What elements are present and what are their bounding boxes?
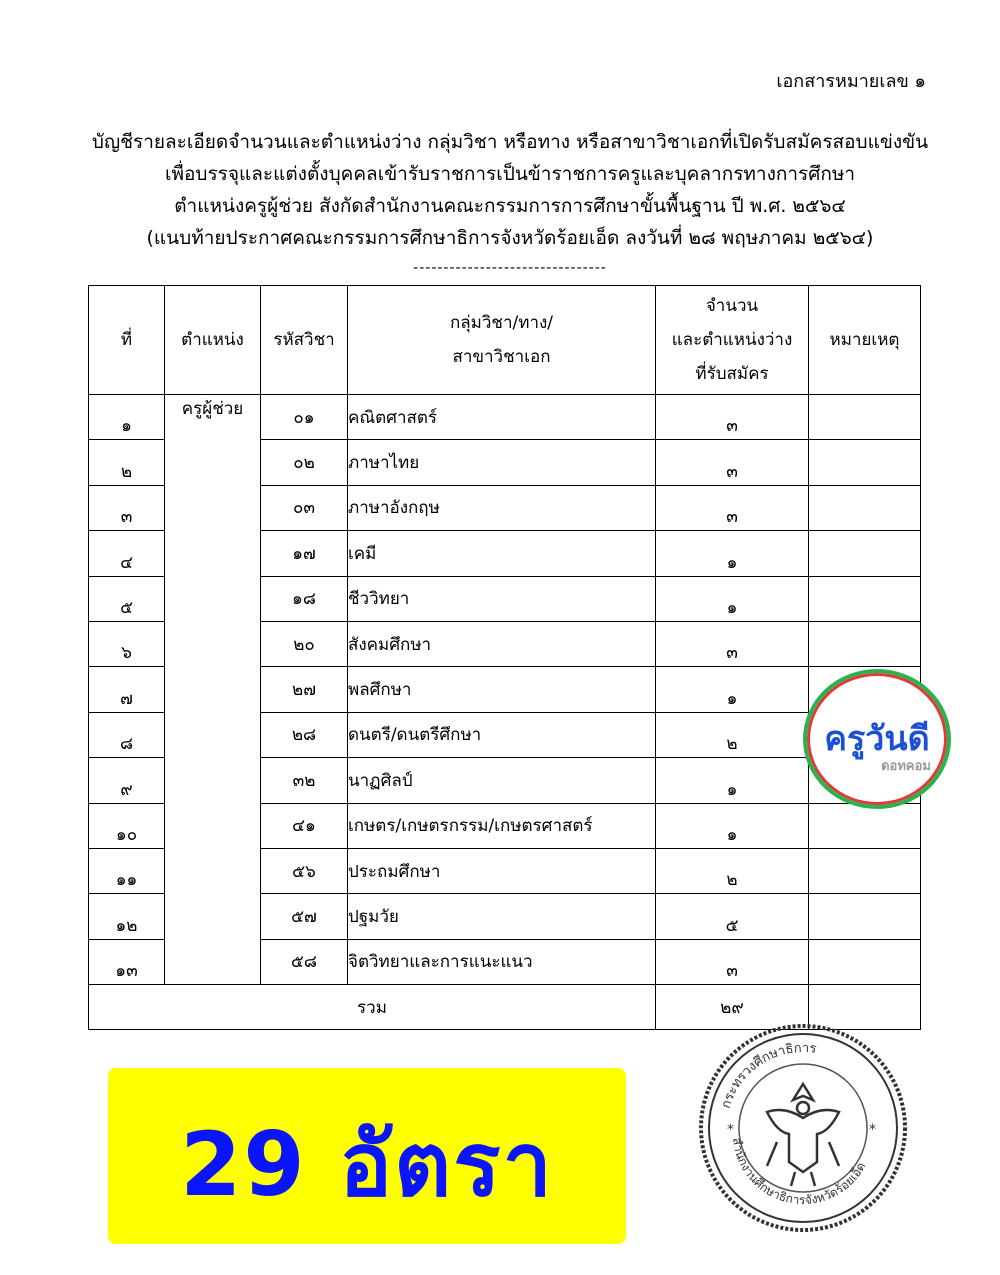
subject-name: ภาษาไทย <box>348 440 656 485</box>
subject-code: ๕๗ <box>261 894 348 939</box>
subject-code: ๕๖ <box>261 848 348 893</box>
header-no: ที่ <box>89 286 165 395</box>
subject-name: จิตวิทยาและการแนะแนว <box>348 939 656 984</box>
watermark-logo <box>803 669 951 809</box>
subject-name: ภาษาอังกฤษ <box>348 485 656 530</box>
note-cell <box>809 894 921 939</box>
vacancy-count: ๓ <box>656 939 809 984</box>
svg-text:*: * <box>727 1122 734 1138</box>
table-header-row <box>89 286 921 395</box>
vacancy-count: ๓ <box>656 395 809 440</box>
header-note: หมายเหตุ <box>809 286 921 395</box>
official-seal-stamp <box>697 1022 909 1234</box>
note-cell <box>809 531 921 576</box>
count-banner <box>108 1068 626 1244</box>
subject-code: ๓๒ <box>261 758 348 803</box>
subject-name: เคมี <box>348 531 656 576</box>
subject-name: ชีววิทยา <box>348 576 656 621</box>
note-cell <box>809 939 921 984</box>
subject-name: นาฏศิลป์ <box>348 758 656 803</box>
vacancy-count: ๕ <box>656 894 809 939</box>
vacancy-count: ๓ <box>656 621 809 666</box>
total-value: ๒๙ <box>656 985 809 1030</box>
document-heading <box>60 126 960 254</box>
subject-name: เกษตร/เกษตรกรรม/เกษตรศาสตร์ <box>348 803 656 848</box>
heading-line-3: ตำแหน่งครูผู้ช่วย สังกัดสำนักงานคณะกรรมการการศึกษาขั้นพื้นฐาน ปี พ.ศ. ๒๕๖๔ <box>174 195 846 217</box>
row-number: ๑๓ <box>89 939 165 984</box>
vacancy-count: ๓ <box>656 440 809 485</box>
note-cell <box>809 803 921 848</box>
row-number: ๑๑ <box>89 848 165 893</box>
subject-code: ๐๒ <box>261 440 348 485</box>
vacancy-count: ๑ <box>656 667 809 712</box>
vacancy-count: ๑ <box>656 803 809 848</box>
row-number: ๓ <box>89 485 165 530</box>
header-subject <box>348 286 656 395</box>
vacancy-count: ๑ <box>656 531 809 576</box>
note-cell <box>809 395 921 440</box>
vacancy-count: ๑ <box>656 576 809 621</box>
subject-code: ๐๓ <box>261 485 348 530</box>
logo-text: ครูวันดี <box>824 719 930 759</box>
subject-code: ๒๗ <box>261 667 348 712</box>
subject-name: ประถมศึกษา <box>348 848 656 893</box>
header-subject-line-2: สาขาวิชาเอก <box>452 347 551 367</box>
row-number: ๕ <box>89 576 165 621</box>
note-cell <box>809 485 921 530</box>
subject-code: ๑๘ <box>261 576 348 621</box>
row-number: ๑๐ <box>89 803 165 848</box>
subject-name: สังคมศึกษา <box>348 621 656 666</box>
subject-name: คณิตศาสตร์ <box>348 395 656 440</box>
note-cell <box>809 621 921 666</box>
header-count-line-2: และตำแหน่งว่าง <box>671 330 793 350</box>
doc-number: เอกสารหมายเลข ๑ <box>776 71 926 92</box>
row-number: ๗ <box>89 667 165 712</box>
subject-code: ๕๘ <box>261 939 348 984</box>
vacancy-count: ๒ <box>656 712 809 757</box>
row-number: ๒ <box>89 440 165 485</box>
row-number: ๑ <box>89 395 165 440</box>
heading-line-4: (แนบท้ายประกาศคณะกรรมการศึกษาธิการจังหวัดร้อยเอ็ด ลงวันที่ ๒๘ พฤษภาคม ๒๕๖๔) <box>146 227 874 249</box>
header-count-line-3: ที่รับสมัคร <box>695 364 769 384</box>
note-cell <box>809 576 921 621</box>
svg-text:*: * <box>869 1122 876 1138</box>
header-code: รหัสวิชา <box>261 286 348 395</box>
svg-text:สำนักงานศึกษาธิการจังหวัดร้อยเ: สำนักงานศึกษาธิการจังหวัดร้อยเอ็ด <box>729 1136 869 1208</box>
subject-name: ปฐมวัย <box>348 894 656 939</box>
note-cell <box>809 848 921 893</box>
row-number: ๘ <box>89 712 165 757</box>
row-number: ๖ <box>89 621 165 666</box>
subject-code: ๒๐ <box>261 621 348 666</box>
logo-subtext: ดอทคอม <box>881 759 931 774</box>
position-cell: ครูผู้ช่วย <box>165 395 261 985</box>
vacancy-table <box>88 285 921 1030</box>
total-label: รวม <box>89 985 656 1030</box>
vacancy-count: ๒ <box>656 848 809 893</box>
heading-line-2: เพื่อบรรจุและแต่งตั้งบุคคลเข้ารับราชการเป็นข้าราชการครูและบุคลากรทางการศึกษา <box>164 163 856 185</box>
row-number: ๔ <box>89 531 165 576</box>
subject-name: พลศึกษา <box>348 667 656 712</box>
separator-line: -------------------------------- <box>413 260 607 276</box>
table-row <box>89 395 921 440</box>
row-number: ๙ <box>89 758 165 803</box>
subject-code: ๑๗ <box>261 531 348 576</box>
vacancy-count: ๑ <box>656 758 809 803</box>
svg-text:กระทรวงศึกษาธิการ: กระทรวงศึกษาธิการ <box>718 1040 818 1111</box>
subject-code: ๒๘ <box>261 712 348 757</box>
row-number: ๑๒ <box>89 894 165 939</box>
banner-text: 29 อัตรา <box>180 1113 554 1216</box>
header-count-line-1: จำนวน <box>705 296 759 316</box>
subject-name: ดนตรี/ดนตรีศึกษา <box>348 712 656 757</box>
heading-line-1: บัญชีรายละเอียดจำนวนและตำแหน่งว่าง กลุ่มวิชา หรือทาง หรือสาขาวิชาเอกที่เปิดรับสมัครสอบแข่งขัน <box>91 131 929 153</box>
subject-code: ๐๑ <box>261 395 348 440</box>
header-count <box>656 286 809 395</box>
header-position: ตำแหน่ง <box>165 286 261 395</box>
vacancy-count: ๓ <box>656 485 809 530</box>
note-cell <box>809 440 921 485</box>
header-subject-line-1: กลุ่มวิชา/ทาง/ <box>449 313 554 333</box>
subject-code: ๔๑ <box>261 803 348 848</box>
